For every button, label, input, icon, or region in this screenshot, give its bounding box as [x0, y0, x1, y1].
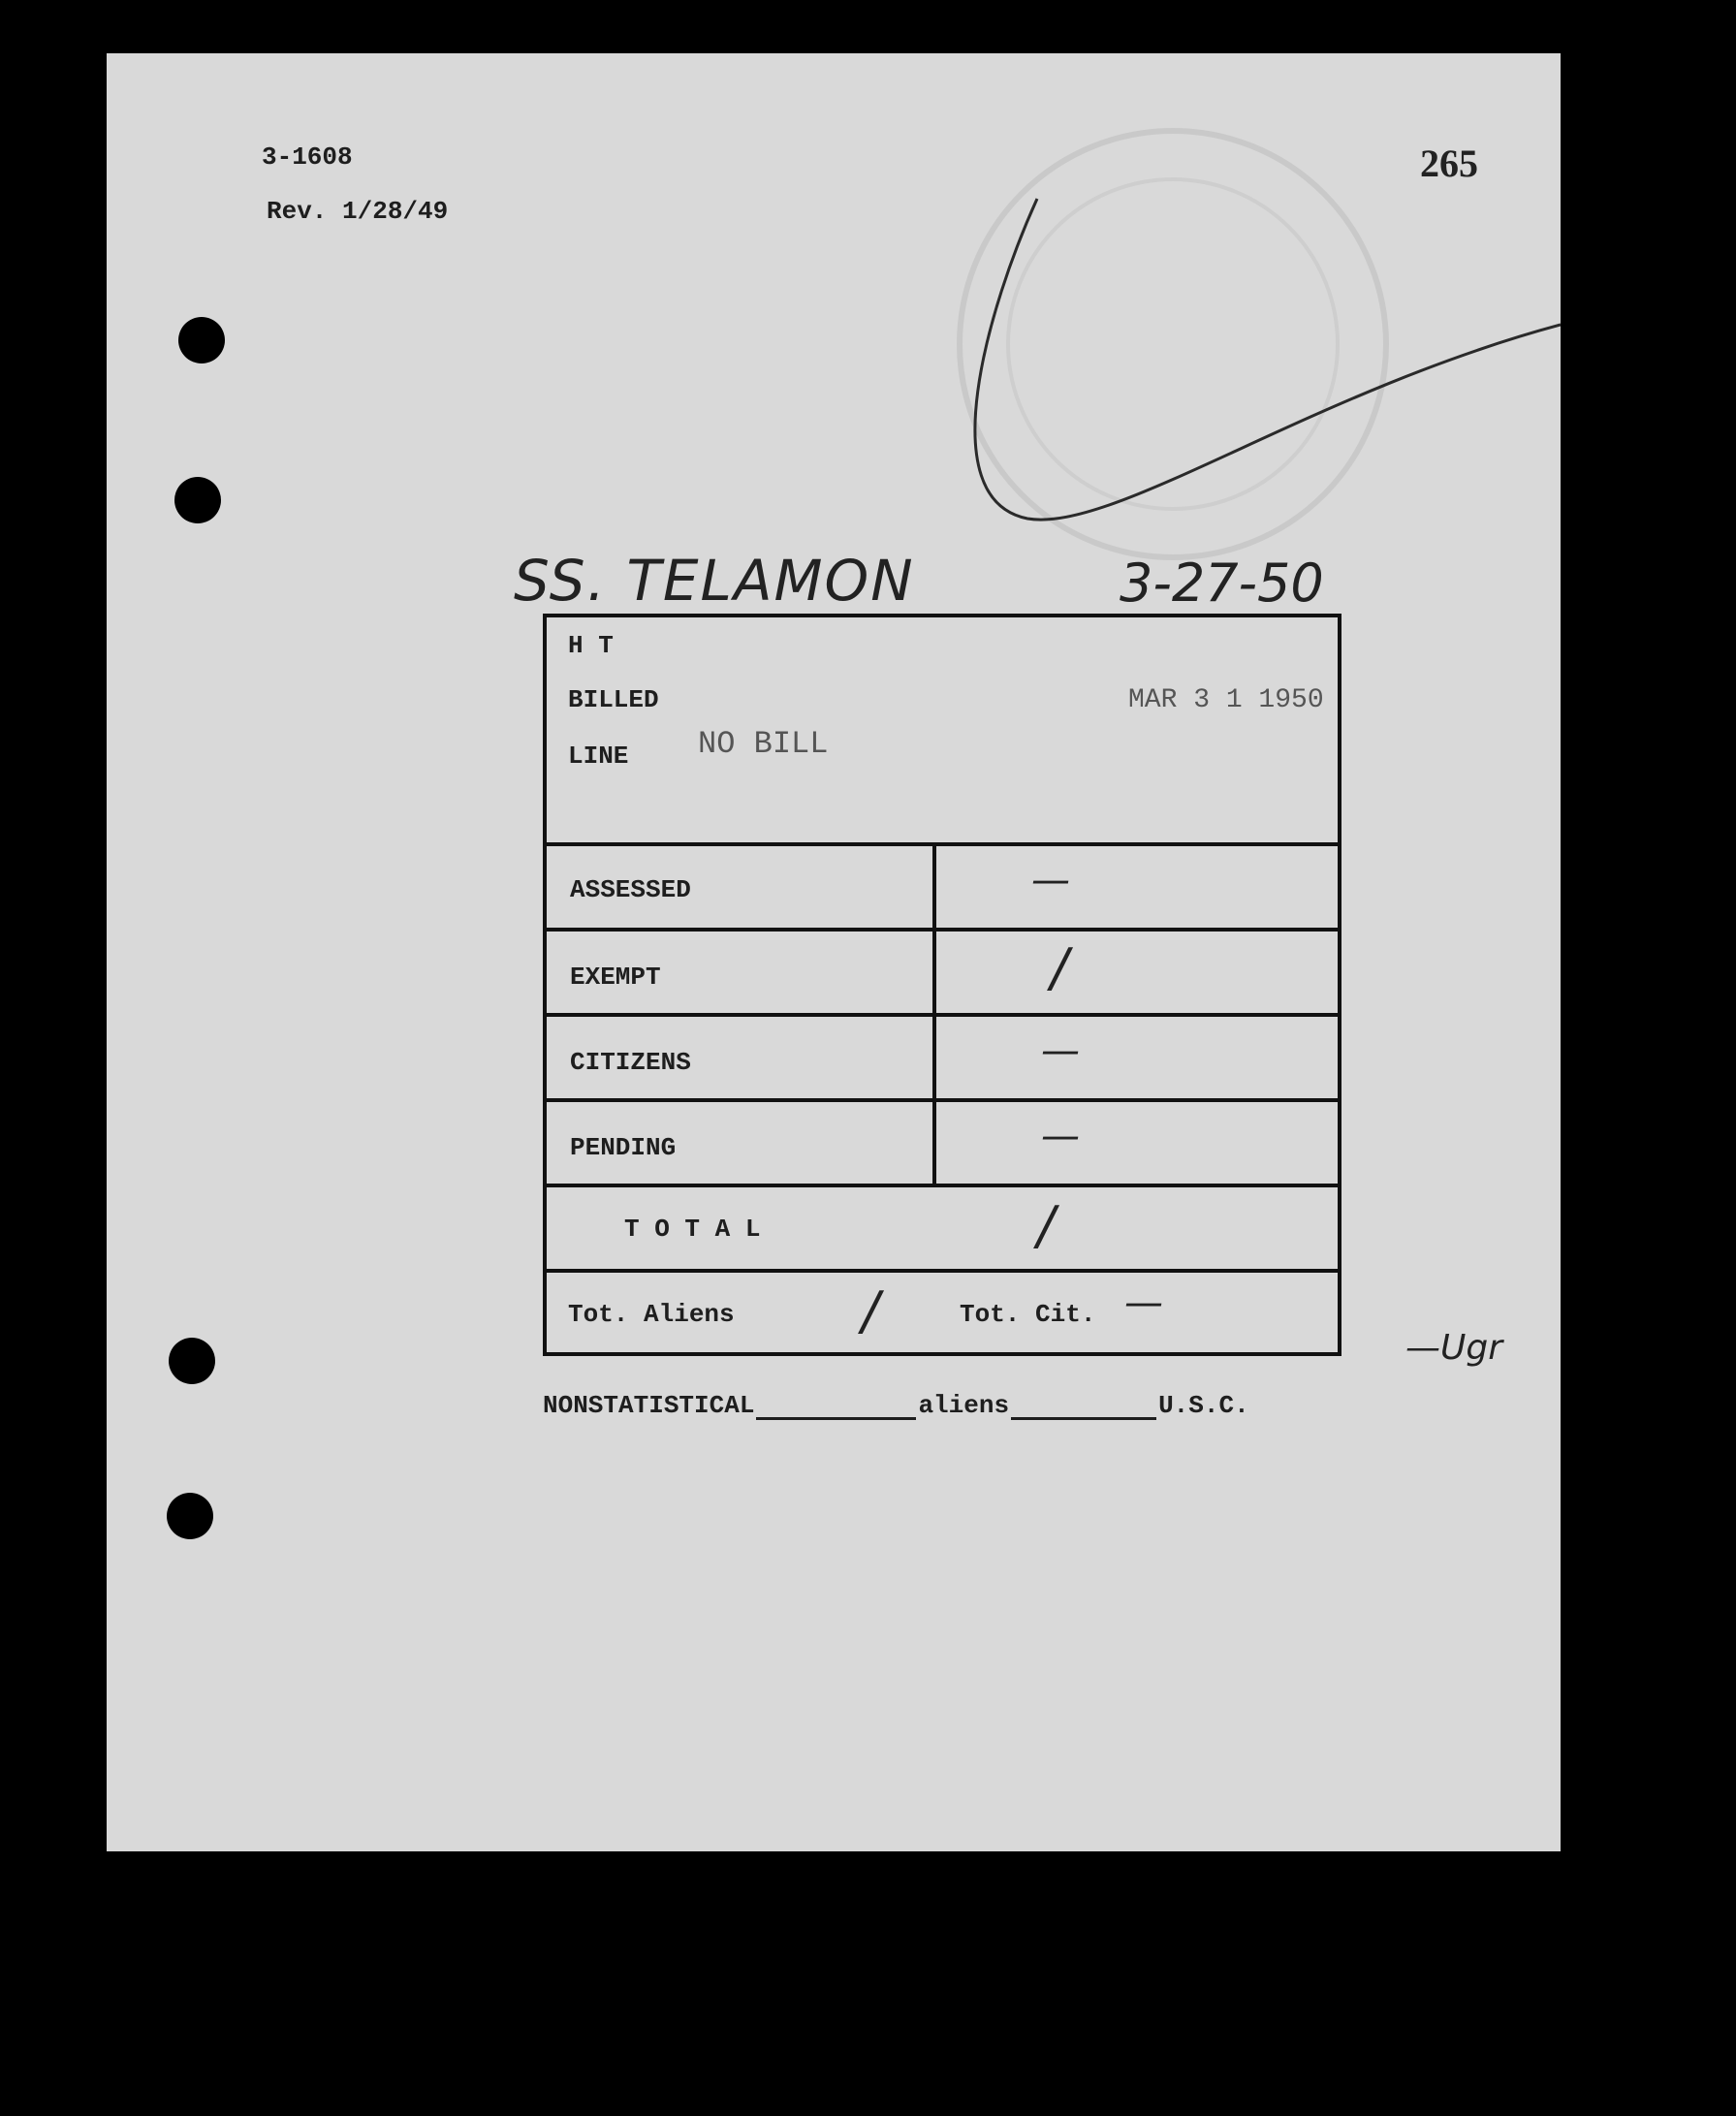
header-code: H T — [568, 631, 614, 660]
blank-line — [1011, 1396, 1156, 1420]
column-divider — [932, 842, 936, 1184]
row-value-exempt: / — [1051, 937, 1069, 998]
blank-line — [756, 1396, 916, 1420]
total-citizens-label: Tot. Cit. — [960, 1300, 1096, 1329]
total-value: / — [1037, 1195, 1056, 1256]
total-label: T O T A L — [624, 1215, 761, 1244]
row-value-pending: — — [1041, 1114, 1080, 1158]
billed-label: BILLED — [568, 685, 659, 714]
row-label-pending: PENDING — [570, 1133, 677, 1162]
nonstatistical-line — [543, 1391, 1249, 1420]
statistics-form — [543, 614, 1341, 1356]
form-number: 3-1608 — [262, 142, 353, 172]
row-divider — [547, 1184, 1338, 1187]
vessel-name: SS. TELAMON — [514, 548, 915, 614]
line-label: LINE — [568, 742, 629, 771]
document-page — [107, 53, 1561, 1851]
revision-date: Rev. 1/28/49 — [267, 197, 449, 226]
total-citizens-value: — — [1124, 1280, 1163, 1325]
row-value-assessed: — — [1031, 858, 1070, 902]
row-label-assessed: ASSESSED — [570, 875, 691, 904]
punch-hole — [174, 477, 221, 523]
pen-stroke — [708, 131, 1561, 577]
punch-hole — [169, 1338, 215, 1384]
row-divider — [547, 928, 1338, 932]
punch-hole — [167, 1493, 213, 1539]
arrival-date: 3-27-50 — [1120, 553, 1324, 614]
row-value-citizens: — — [1041, 1028, 1080, 1073]
initials: —Ugr — [1405, 1328, 1503, 1368]
punch-hole — [178, 317, 225, 363]
row-divider — [547, 842, 1338, 846]
row-divider — [547, 1013, 1338, 1017]
row-divider — [547, 1269, 1338, 1273]
no-bill-stamp: NO BILL — [698, 726, 829, 762]
total-aliens-value: / — [862, 1280, 880, 1342]
nonstatistical-label: NONSTATISTICAL — [543, 1391, 755, 1420]
page-number: 265 — [1420, 142, 1478, 185]
row-label-citizens: CITIZENS — [570, 1048, 691, 1077]
nonstatistical-usc-label: U.S.C. — [1158, 1391, 1249, 1420]
total-aliens-label: Tot. Aliens — [568, 1300, 735, 1329]
nonstatistical-aliens-label: aliens — [918, 1391, 1010, 1420]
date-stamp: MAR 3 1 1950 — [1128, 685, 1324, 715]
row-label-exempt: EXEMPT — [570, 963, 661, 992]
row-divider — [547, 1098, 1338, 1102]
